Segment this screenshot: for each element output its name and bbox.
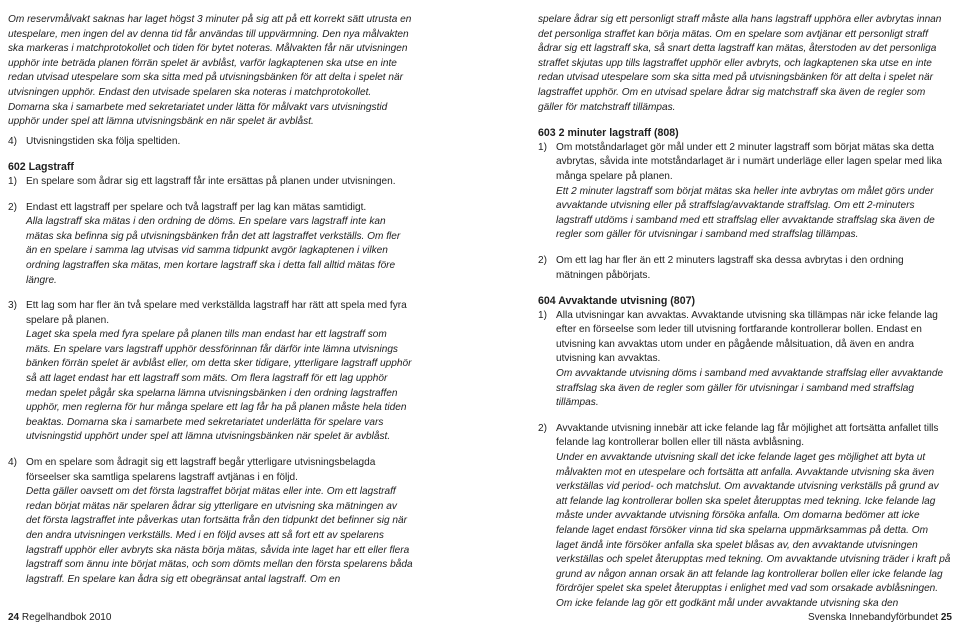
item-text: En spelare som ådrar sig ett lagstraff får inte ersättas på planen under utvisningen. — [26, 175, 396, 187]
intro-paragraph: Om reservmålvakt saknas har laget högst 3 minuter på sig att på ett korrekt sätt utrusta en utespelare, men ingen del av denna tid får användas till uppvärmning. Den nya målvakten ska markeras i matchprotokollet och tiden för bytet noteras. Målvakten får när utvisningen upphör inte beträda planen förrän spelet är avblåst, varför lagkaptenen ska utse en inte redan utvisad utespelare som ska sitta med på utvisningsbänken för att delta i spelet när utvisningen upphör. Endast den utvisade spelaren ska noteras i matchprotokollet. Domarna ska i samarbete med sekretariatet under lätta för målvakt vars utvisningstid upphör under spel att lämna utvisningsbänk en när spelet är avblåst. — [8, 14, 412, 128]
rule-item — [8, 135, 413, 150]
page-number: 24 — [8, 612, 20, 623]
rule-item — [8, 299, 413, 445]
rule-item — [538, 141, 952, 243]
rule-item — [538, 254, 952, 283]
item-number: 1) — [538, 309, 547, 321]
item-number: 2) — [538, 254, 547, 266]
rule-item — [538, 422, 952, 612]
item-number: 3) — [8, 300, 17, 312]
item-text: Avvaktande utvisning innebär att icke felande lag får möjlighet att fortsätta anfallet tills felande lag kontrollerar bollen eller till nästa avblåsning. — [556, 422, 939, 449]
item-text: Om motståndarlaget gör mål under ett 2 minuter lagstraff som börjat mätas ska detta avbrytas, såvida inte motståndarlaget är i numärt underläge eller lagen spelar med lika många spelare på planen. — [556, 141, 943, 182]
page-number: 25 — [940, 612, 952, 623]
item-commentary: Laget ska spela med fyra spelare på planen tills man endast har ett lagstraff som mäts. En spelare vars lagstraff upphör dessförinnan får därför inte lämna utvisnings bänken förrän spelet är avblåst eller, om detta sker tidigare, ytterligare lagstraff upphör så att laget endast har ett lagstraff som mäts. Om flera lagstraff för ett lag upphör medan spelet pågår ska spelarna lämna utvisningsbänken i den ordning lagstraffen upphör, men reglerna för hur många spelare ett lag får ha på planen måste hela tiden beaktas. Domarna ska i samarbete med sekretariatet underlätta för spelare vars utvisningstid upphört under spel att lämna utvisningsbänken när spelet är avblåst. — [26, 329, 412, 443]
item-text: Alla utvisningar kan avvaktas. Avvaktande utvisning ska tillämpas när icke felande lag efter en förseelse som leder till utvisning fortfarande kontrollerar bollen. Endast en utvisning kan avvaktas utom under en pågående målsituation, då även en andra utvisning kan avvaktas. — [556, 309, 938, 365]
item-commentary: Ett 2 minuter lagstraff som börjat mätas ska heller inte avbrytas om målet görs under avvaktande utvisning eller på straffslag/avvaktande straffslag. Om ett 2-minuters lagstraff utdöms i samband med ett straffslag eller avvaktande straffslag ska även de regler som gäller för utvisningar i samband med straffslag tillämpas. — [556, 185, 935, 241]
item-commentary: Detta gäller oavsett om det första lagstraffet börjat mätas eller inte. Om ett lagstraff redan börjat mätas när spelaren ådrar sig ytterligare en utvisning ska mätningen av det första lagstraffet inte påverkas utan fortsätta från den tidpunkt det befinner sig när den andra utvisningen verkställs. Med i en följd avses att så fort ett av spelarens lagstraff upphör eller avbryts ska nästa börja mätas, såvida inte laget har ett eller flera lagstraff som ännu inte börjat mätas, och som dömts mellan den första spelarens båda lagstraff. En spelare kan ådra sig ett obegränsat antal lagstraff. Om en — [26, 486, 413, 585]
footer-right — [808, 612, 952, 623]
item-text: Endast ett lagstraff per spelare och två lagstraff per lag kan mätas samtidigt. — [26, 201, 367, 213]
item-text: Om ett lag har fler än ett 2 minuters lagstraff ska dessa avbrytas i den ordning mätningen påbörjats. — [556, 254, 904, 281]
item-text: Utvisningstiden ska följa speltiden. — [26, 135, 181, 147]
rule-item — [8, 175, 413, 190]
rule-item — [8, 456, 413, 587]
section-heading-604: 604 Avvaktande utvisning (807) — [538, 295, 696, 308]
item-commentary: Alla lagstraff ska mätas i den ordning de döms. En spelare vars lagstraff inte kan mätas ska befinna sig på utvisningsbänken från det att lagstraffet verkställs. Om fler än en spelare i samma lag utvisas vid samma tidpunkt avgör lagkaptenen i vilken ordning lagstraffen ska mätas, men kortare lagstraff ska i detta fall alltid mätas före längre. — [26, 216, 401, 286]
rule-item — [8, 201, 413, 289]
item-number: 1) — [538, 141, 547, 153]
footer-left — [8, 612, 111, 623]
footer-publication: Regelhandbok 2010 — [21, 612, 112, 623]
item-commentary: Under en avvaktande utvisning skall det icke felande laget ges möjlighet att byta ut målvakten mot en utespelare och fortsätta att anfalla. Avvaktande utvisning ska även verkställas vid period- och matchslut. Om avvaktande utvisning verkställs på grund av att felande lag kontrollerar bollen ska spelet återupptas med tekning. Icke felande lag måste under avvaktande utvisning försöka anfalla. Om domarna bedömer att icke felande laget endast försöker vinna tid ska spelarna uppmärksammas på detta. Om laget ändå inte försöker anfalla ska spelet blåsas av, den avvaktande utvisningen verkställas och spelet återupptas med tekning. Om avvaktande utvisning träder i kraft på grund av någon annan orsak än att felande lag kontrollerar bollen eller icke felande lag fördröjer spelet ska spelet återupptas i enlighet med vad som orsakade avblåsningen. Om icke felande lag gör ett godkänt mål under avvaktande utvisning ska den — [556, 452, 951, 609]
item-number: 1) — [8, 175, 17, 187]
section-heading-603: 603 2 minuter lagstraff (808) — [538, 127, 679, 140]
left-column — [8, 13, 413, 587]
item-number: 2) — [538, 422, 547, 434]
item-number: 4) — [8, 457, 17, 469]
item-text: Ett lag som har fler än två spelare med verkställda lagstraff har rätt att spela med fyra spelare på planen. — [26, 300, 407, 326]
right-column — [538, 13, 952, 612]
item-text: Om en spelare som ådragit sig ett lagstraff begår ytterligare utvisningsbelagda förseelser ska samtliga spelarens lagstraff avtjänas i en följd. — [26, 457, 376, 483]
rule-item — [538, 309, 952, 411]
footer-publisher: Svenska Innebandyförbundet — [807, 612, 939, 623]
item-number: 4) — [8, 135, 17, 147]
item-number: 2) — [8, 201, 17, 213]
intro-paragraph: spelare ådrar sig ett personligt straff måste alla hans lagstraff upphöra eller avbrytas innan det personliga straffet kan börja mätas. Om en spelare som avtjänar ett personligt straff ådrar sig ett lagstraff ska, så snart detta lagstraff kan mätas, återstoden av det personliga straffet skjutas upp tills lagstraffet upphör eller avbryts, och lagkaptenen ska utse en inte redan utvisad utespelare som ska sitta med på utvisningsbänken för att delta i spelet när lagstraffet upphör. Om en utvisad spelare ådrar sig matchstraff ska även de regler som gäller för matchstraff tillämpas. — [538, 14, 942, 113]
item-commentary: Om avvaktande utvisning döms i samband med avvaktande straffslag eller avvaktande straffslag ska även de regler som gäller för utvisningar i samband med straffslag tillämpas. — [556, 368, 944, 409]
section-heading-602: 602 Lagstraff — [8, 161, 74, 174]
